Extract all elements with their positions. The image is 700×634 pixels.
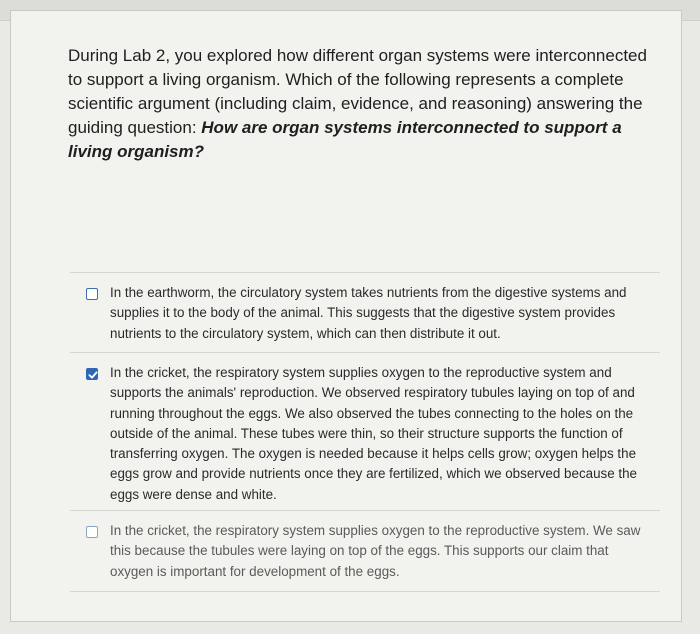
answer-option-3[interactable] xyxy=(70,510,660,592)
answer-option-2[interactable] xyxy=(70,352,660,510)
guiding-question: How are organ systems interconnected to support a living organism? xyxy=(68,118,622,161)
answer-option-text: In the cricket, the respiratory system supplies oxygen to the reproductive system and supports the animals' reproduction. We observed respiratory tubules laying on top of and running throughout the eggs. We also observed the tubes connecting to the holes on the outside of the animal. These tubes were thin, so their structure supports the function of transferring oxygen. The oxygen is needed because it helps cells grow; oxygen helps the eggs grow and provide nutrients once they are fertilized, which we observed because the eggs were dense and white. xyxy=(110,365,638,502)
answer-option-text: In the earthworm, the circulatory system takes nutrients from the digestive systems and supplies it to the body of the animal. This suggests that the digestive system provides nutrients to the circulatory system, which can then distribute it out. xyxy=(110,285,627,341)
answer-options xyxy=(70,272,660,592)
checkbox-unchecked-icon[interactable] xyxy=(86,526,98,538)
question-prefix: During Lab 2, you explored how different organ systems were interconnected to support a living organism. Which of the following represents a complete scientific argument (including claim, evidence, and reasoning) answering the guiding question: xyxy=(68,46,647,137)
checkbox-checked-icon[interactable] xyxy=(86,368,98,380)
checkmark-icon xyxy=(87,369,99,381)
answer-option-text: In the cricket, the respiratory system supplies oxygen to the reproductive system. We saw this because the tubules were laying on top of the eggs. This supports our claim that oxygen is important for development of the eggs. xyxy=(110,523,641,579)
answer-option-1[interactable] xyxy=(70,272,660,352)
question-text xyxy=(68,44,658,164)
checkbox-unchecked-icon[interactable] xyxy=(86,288,98,300)
